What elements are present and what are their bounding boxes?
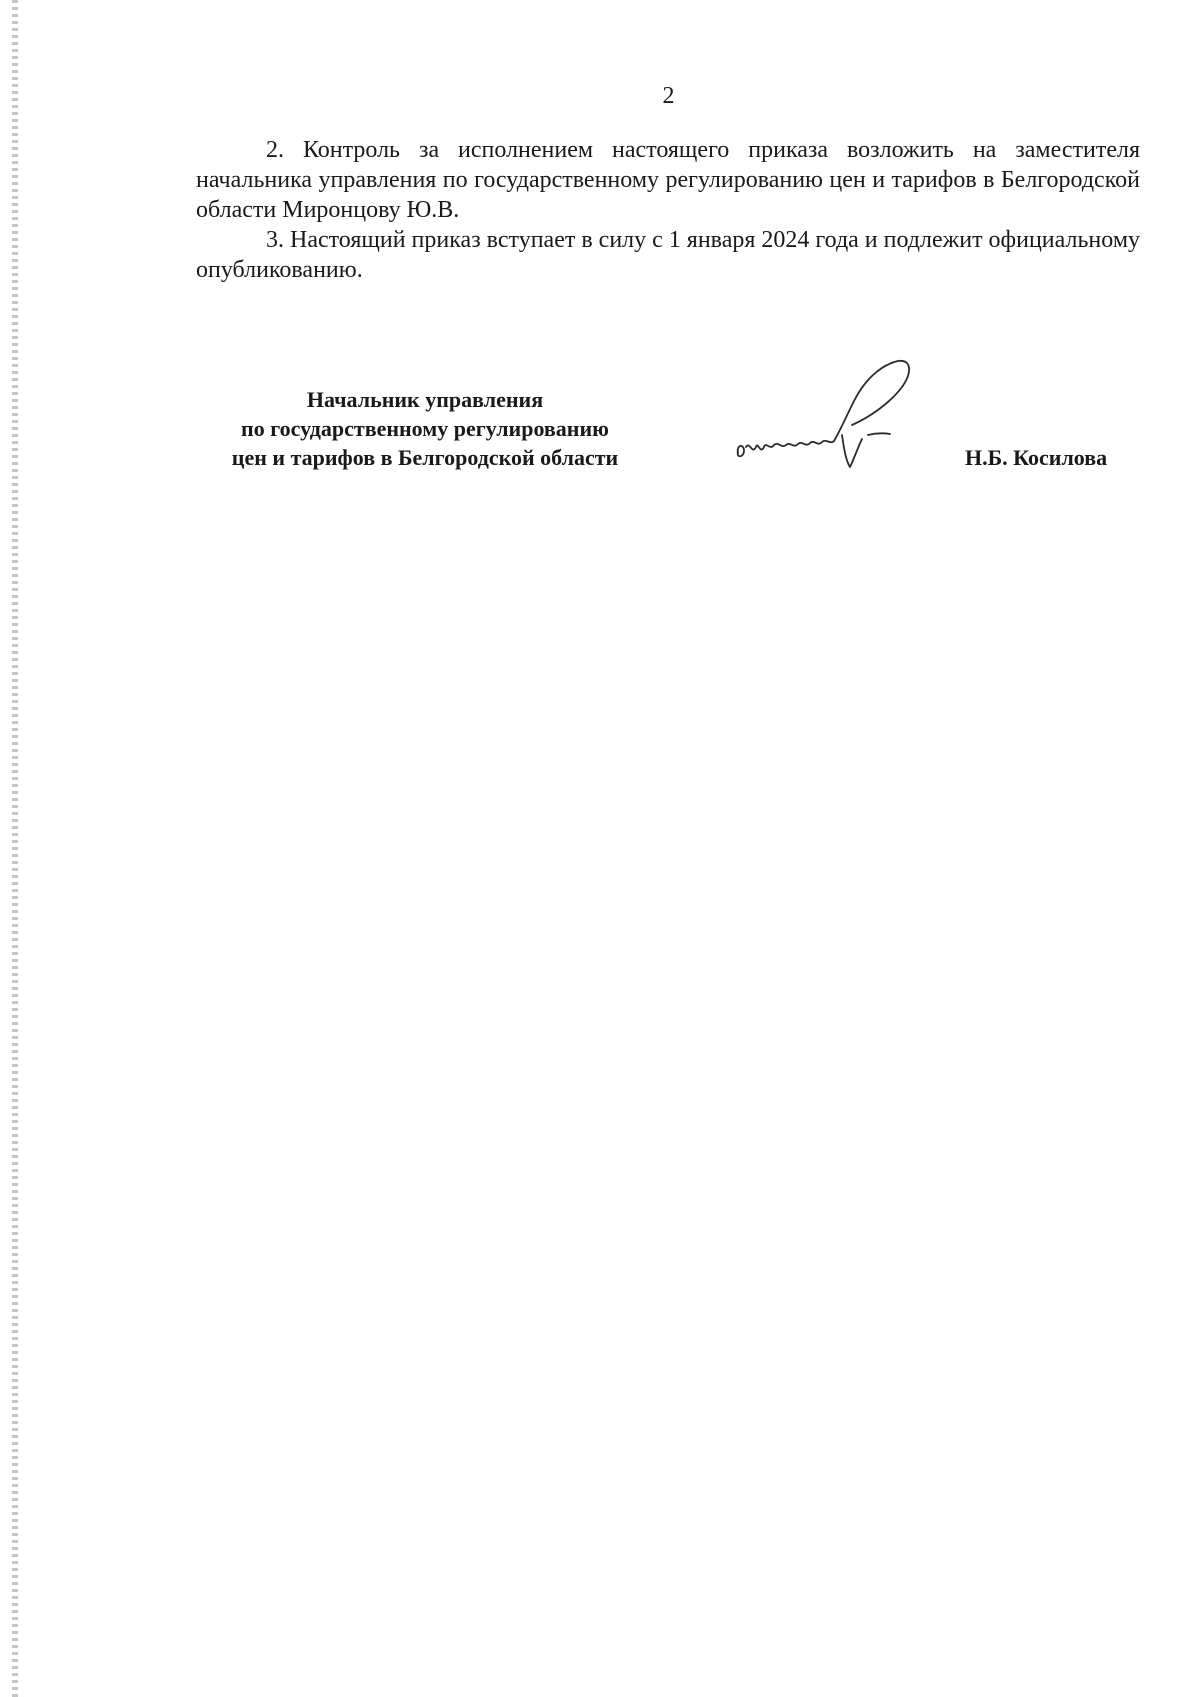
signatory-name: Н.Б. Косилова — [965, 445, 1108, 470]
handwritten-signature — [730, 355, 940, 475]
signatory-title — [180, 385, 670, 472]
signatory-title-line-2: по государственному регулированию — [241, 416, 609, 441]
paragraph-3: 3. Настоящий приказ вступает в силу с 1 января 2024 года и подлежит официальному опубликованию. — [196, 227, 1140, 283]
scan-edge-artifact — [12, 0, 18, 1697]
signatory-title-line-3: цен и тарифов в Белгородской области — [231, 445, 619, 470]
paragraph-2: 2. Контроль за исполнением настоящего приказа возложить на заместителя начальника управления по государственному регулированию цен и тарифов в Белгородской области Миронцову Ю.В. — [196, 137, 1140, 223]
page-number: 2 — [662, 83, 675, 109]
signatory-title-line-1: Начальник управления — [306, 387, 544, 412]
document-body — [196, 135, 1140, 285]
